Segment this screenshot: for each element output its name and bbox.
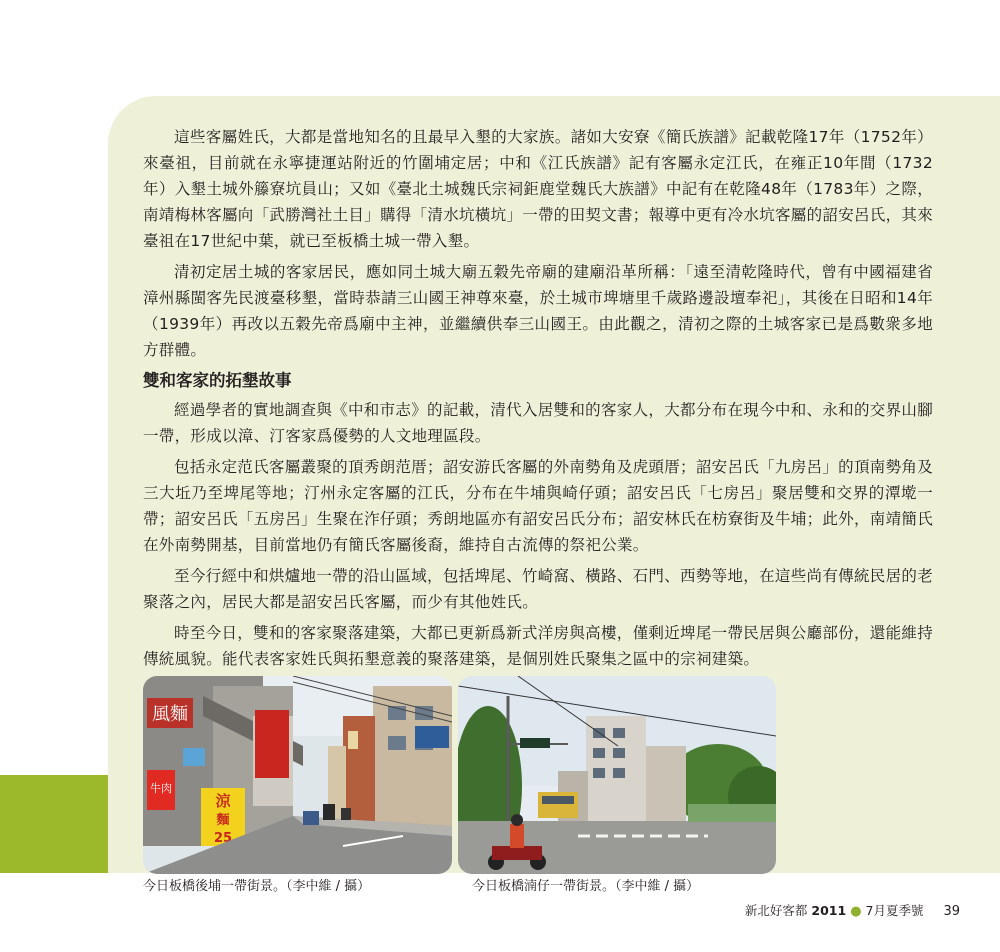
paragraph: 經過學者的實地調查與《中和市志》的記載，清代入居雙和的客家人，大都分布在現今中和、永和的交界山腳一帶，形成以漳、汀客家爲優勢的人文地理區段。 <box>143 401 933 445</box>
paragraph: 清初定居土城的客家居民，應如同土城大廟五穀先帝廟的建廟沿革所稱：「遠至清乾隆時代，曾有中國福建省漳州縣閩客先民渡臺移墾，當時恭請三山國王神尊來臺，於土城市埤塘里千歲路邊設壇奉祀」，其後在日昭和14年（1939年）再改以五穀先帝爲廟中主神，並繼續供奉三山國王。由此觀之，清初之際的土城客家已是爲數衆多地方群體。 <box>143 263 933 359</box>
section-heading: 雙和客家的拓墾故事 <box>143 371 292 390</box>
paragraph: 這些客屬姓氏，大都是當地知名的且最早入墾的大家族。諸如大安寮《簡氏族譜》記載乾隆17年（1752年）來臺祖，目前就在永寧捷運站附近的竹圍埔定居；中和《江氏族譜》記有客屬永定江氏，在雍正10年間（1732年）入墾土城外籐寮坑員山；又如《臺北土城魏氏宗祠鉅鹿堂魏氏大族譜》中記有在乾隆48年（1783年）之際，南靖梅林客屬向「武勝灣社土目」購得「清水坑橫坑」一帶的田契文書；報導中更有冷水坑客屬的詔安呂氏，其來臺祖在17世紀中葉，就已至板橋土城一帶入墾。 <box>143 128 934 250</box>
paragraph: 時至今日，雙和的客家聚落建築，大都已更新爲新式洋房與高樓，僅剩近埤尾一帶民居與公廳部份，還能維持傳統風貌。能代表客家姓氏與拓墾意義的聚落建築，是個別姓氏聚集之區中的宗祠建築。 <box>143 624 933 668</box>
bullet-dot-icon: ● <box>850 904 862 919</box>
issue-label: 7月夏季號 <box>865 903 924 918</box>
magazine-title: 新北好客都 <box>744 903 808 918</box>
sign-text: 牛肉 <box>150 782 172 795</box>
sign-text: 麵 <box>216 813 230 828</box>
sign-text: 風麵 <box>152 704 188 725</box>
page-number: 39 <box>943 904 960 919</box>
issue-year: 2011 <box>811 903 847 918</box>
photo-caption: 今日板橋湳仔一帶街景。（李中維 / 攝） <box>472 879 700 894</box>
paragraph: 至今行經中和烘爐地一帶的沿山區域，包括埤尾、竹崎窩、橫路、石門、西勢等地，在這些尚有傳統民居的老聚落之內，居民大都是詔安呂氏客屬，而少有其他姓氏。 <box>143 567 933 611</box>
sign-text: 涼 <box>215 792 231 810</box>
article-body <box>143 124 933 677</box>
street-photo-houpu <box>143 676 452 874</box>
page-footer <box>745 902 960 921</box>
sign-text: 25 <box>213 831 233 846</box>
paragraph: 包括永定范氏客屬叢聚的頂秀朗范厝；詔安游氏客屬的外南勢角及虎頭厝；詔安呂氏「九房呂」的頂南勢角及三大坵乃至埤尾等地；汀州永定客屬的江氏，分布在牛埔與崎仔頭；詔安呂氏「七房呂」聚居雙和交界的潭墘一帶；詔安呂氏「五房呂」生聚在泎仔頭；秀朗地區亦有詔安呂氏分布；詔安林氏在枋寮街及牛埔；此外，南靖簡氏在外南勢開基，目前當地仍有簡氏客屬後裔，維持自古流傳的祭祀公業。 <box>143 458 934 554</box>
photo-caption: 今日板橋後埔一帶街景。（李中維 / 攝） <box>143 879 371 894</box>
street-photo-nanzai <box>458 676 776 874</box>
